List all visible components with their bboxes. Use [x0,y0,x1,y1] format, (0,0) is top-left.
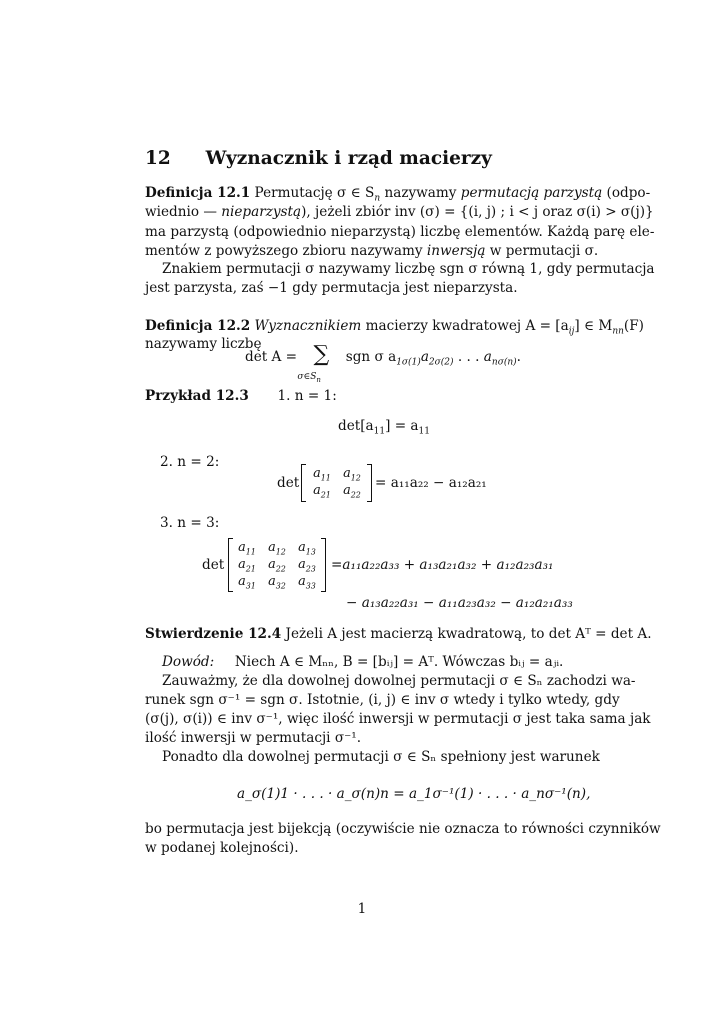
matrix3-cell: $a_{12}$ [268,540,286,557]
def122-term: Wyznacznikiem [254,318,362,334]
def122-text: ] ∈ M [574,318,613,334]
det-2-label: det [277,475,300,491]
proof-label: Dowód: [162,654,215,670]
det-3-label: det [202,557,225,573]
def122-label: Definicja 12.2 [145,318,251,334]
matrix3-cell: $a_{23}$ [298,557,316,574]
matrix-2x2 [305,466,369,502]
proof-line-2: Zauważmy, że dla dowolnej dowolnej permutacji σ ∈ Sₙ zachodzi wa- [162,673,636,689]
def121-term-odd: nieparzystą [221,204,302,220]
matrix2-cell: $a_{12}$ [343,466,361,483]
ex123-item-3: 3. n = 3: [160,515,220,531]
proof-line-8: w podanej kolejności). [145,840,299,856]
ex123-formula-3a: =a₁₁a₂₂a₃₃ + a₁₃a₂₁a₃₂ + a₁₂a₂₃a₃₁ [331,557,554,573]
matrix3-cell: $a_{31}$ [238,574,256,591]
def121-line-1: Definicja 12.1 Permutację σ ∈ $S_n$ nazywamy permutacją parzystą (odpo- [145,185,651,204]
def121-term-inversion: inwersją [426,243,486,259]
proof-line-3: runek sgn σ⁻¹ = sgn σ. Istotnie, (i, j) ∈ inv σ wtedy i tylko wtedy, gdy [145,692,620,708]
def122-line-2: nazywamy liczbę [145,336,262,352]
def121-line-4 [145,242,599,260]
section-number: 12 [145,148,171,169]
section-title: Wyznacznik i rząd macierzy [205,148,492,169]
def121-text: wiednio — [145,204,222,220]
sum-subscript: $\sigma\in S_n$ [297,372,321,384]
def121-line-3: ma parzystą (odpowiednio nieparzystą) liczbę elementów. Każdą parę ele- [145,224,655,240]
def121-line-6: jest parzysta, zaś −1 gdy permutacja jest nieparzysta. [145,280,518,296]
def121-text: mentów z powyższego zbioru nazywamy [145,243,427,259]
det-formula: det A = ∑ $\sigma\in S_n$ sgn σ $a_{1\sigma(1)}a_{2\sigma(2)}$ . . . $a_{n\sigma(n)}$. [245,346,521,372]
stw124-label: Stwierdzenie 12.4 [145,626,282,642]
ex123-item-2: 2. n = 2: [160,454,220,470]
def121-text: ), jeżeli zbiór inv (σ) = {(i, j) ; i < j oraz σ(i) > σ(j)} [301,204,654,220]
matrix3-cell: $a_{13}$ [298,540,316,557]
ex123-label: Przykład 12.3 [145,388,249,404]
matrix3-right-bracket [321,538,326,592]
stw124-line [145,625,652,643]
def121-line-2 [145,203,654,221]
def122-text: (F) [623,318,644,334]
matrix-3x3 [230,540,324,592]
matrix3-cell: $a_{33}$ [298,574,316,591]
ex123-formula-1: $\det[a_{11}] = a_{11}$ [338,418,430,437]
def121-text: nazywamy [380,185,461,201]
matrix2-right-bracket [367,464,372,502]
proof-line-6: Ponadto dla dowolnej permutacji σ ∈ Sₙ spełniony jest warunek [162,749,600,765]
page-number: 1 [357,901,367,917]
ex123-formula-text: det[a [338,418,374,434]
matrix3-cell: $a_{11}$ [238,540,256,557]
def121-text: Permutację σ ∈ S [254,185,375,201]
def121-label: Definicja 12.1 [145,185,251,201]
def121-line-5: Znakiem permutacji σ nazywamy liczbę sgn σ równą 1, gdy permutacja [162,261,655,277]
sum-symbol: ∑ [313,342,330,367]
proof-text: Niech A ∈ Mₙₙ, B = [bᵢⱼ] = Aᵀ. Wówczas bᵢⱼ = aⱼᵢ. [234,654,564,670]
ex123-formula-2: = a₁₁a₂₂ − a₁₂a₂₁ [375,475,487,491]
det-formula-rhs: sgn σ a [345,349,397,365]
proof-line-5: ilość inwersji w permutacji σ⁻¹. [145,730,362,746]
ex123-formula-3b: − a₁₃a₂₂a₃₁ − a₁₁a₂₃a₃₂ − a₁₂a₂₁a₃₃ [346,595,573,611]
matrix3-cell: $a_{21}$ [238,557,256,574]
matrix2-cell: $a_{21}$ [313,483,331,500]
def122-line-1: Definicja 12.2 Wyznacznikiem macierzy kwadratowej $A = [a_{ij}]$ ∈ $M_{nn}(F)$ [145,318,644,337]
def121-text: w permutacji σ. [485,243,599,259]
matrix3-cell: $a_{22}$ [268,557,286,574]
proof-line-1 [162,653,563,671]
ex123-formula-text: ] = a [385,418,419,434]
proof-formula: a_σ(1)1 · . . . · a_σ(n)n = a_1σ⁻¹(1) · . . . · a_nσ⁻¹(n), [237,786,591,802]
def121-term-even: permutacją parzystą [460,185,603,201]
stw124-text: Jeżeli A jest macierzą kwadratową, to det Aᵀ = det A. [285,626,652,642]
det-formula-period: . [516,349,521,365]
def121-text: (odpo- [602,185,651,201]
ex123-item-1: 1. n = 1: [277,388,337,404]
matrix2-cell: $a_{11}$ [313,466,331,483]
section-heading [145,150,492,168]
matrix2-cell: $a_{22}$ [343,483,361,500]
matrix3-cell: $a_{32}$ [268,574,286,591]
proof-line-7: bo permutacja jest bijekcją (oczywiście nie oznacza to równości czynników [145,821,661,837]
def122-text: macierzy kwadratowej A = [a [361,318,569,334]
proof-line-4: (σ(j), σ(i)) ∈ inv σ⁻¹, więc ilość inwersji w permutacji σ jest taka sama jak [145,711,651,727]
ex123-line-1 [145,387,337,405]
det-formula-lhs: det A = [245,349,298,365]
